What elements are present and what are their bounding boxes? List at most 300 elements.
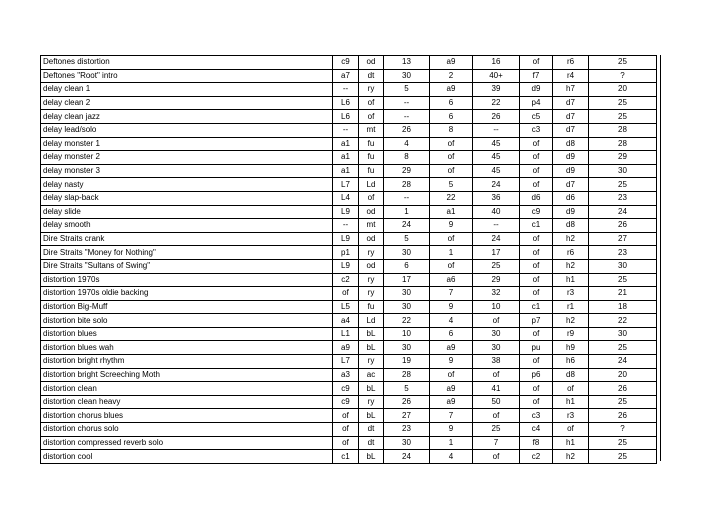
value-cell-2: Ld bbox=[359, 178, 384, 192]
value-cell-4: 22 bbox=[430, 191, 473, 205]
value-cell-4: a9 bbox=[430, 341, 473, 355]
preset-name-cell: Deftones distortion bbox=[41, 56, 333, 70]
value-cell-6: c5 bbox=[520, 110, 553, 124]
value-cell-3: 6 bbox=[384, 259, 430, 273]
value-cell-6: of bbox=[520, 178, 553, 192]
value-cell-8: 25 bbox=[589, 96, 657, 110]
value-cell-7: d8 bbox=[553, 219, 589, 233]
value-cell-7: h1 bbox=[553, 436, 589, 450]
value-cell-6: of bbox=[520, 287, 553, 301]
value-cell-7: r1 bbox=[553, 300, 589, 314]
value-cell-3: 26 bbox=[384, 395, 430, 409]
value-cell-8: 26 bbox=[589, 409, 657, 423]
value-cell-4: of bbox=[430, 259, 473, 273]
table-row bbox=[41, 395, 657, 409]
value-cell-1: of bbox=[333, 423, 359, 437]
value-cell-5: 39 bbox=[473, 83, 520, 97]
value-cell-1: L1 bbox=[333, 327, 359, 341]
value-cell-1: -- bbox=[333, 219, 359, 233]
value-cell-5: 30 bbox=[473, 341, 520, 355]
preset-name-cell: delay lead/solo bbox=[41, 123, 333, 137]
value-cell-8: 26 bbox=[589, 219, 657, 233]
preset-name-cell: distortion 1970s bbox=[41, 273, 333, 287]
value-cell-1: c9 bbox=[333, 382, 359, 396]
table-row bbox=[41, 409, 657, 423]
value-cell-8: 24 bbox=[589, 205, 657, 219]
value-cell-2: ac bbox=[359, 368, 384, 382]
preset-name-cell: distortion blues bbox=[41, 327, 333, 341]
value-cell-2: of bbox=[359, 191, 384, 205]
value-cell-7: r6 bbox=[553, 56, 589, 70]
value-cell-2: od bbox=[359, 232, 384, 246]
value-cell-5: 40 bbox=[473, 205, 520, 219]
value-cell-2: ry bbox=[359, 246, 384, 260]
value-cell-3: -- bbox=[384, 110, 430, 124]
table-row bbox=[41, 259, 657, 273]
value-cell-2: bL bbox=[359, 382, 384, 396]
value-cell-3: 30 bbox=[384, 287, 430, 301]
value-cell-8: ? bbox=[589, 69, 657, 83]
value-cell-6: of bbox=[520, 395, 553, 409]
value-cell-3: 13 bbox=[384, 56, 430, 70]
table-row bbox=[41, 382, 657, 396]
table-row bbox=[41, 423, 657, 437]
value-cell-7: d9 bbox=[553, 151, 589, 165]
value-cell-3: 27 bbox=[384, 409, 430, 423]
value-cell-8: 18 bbox=[589, 300, 657, 314]
value-cell-4: a9 bbox=[430, 83, 473, 97]
value-cell-8: 26 bbox=[589, 382, 657, 396]
value-cell-7: r3 bbox=[553, 409, 589, 423]
value-cell-4: a9 bbox=[430, 395, 473, 409]
value-cell-8: 25 bbox=[589, 110, 657, 124]
preset-name-cell: distortion compressed reverb solo bbox=[41, 436, 333, 450]
value-cell-7: r4 bbox=[553, 69, 589, 83]
value-cell-2: of bbox=[359, 110, 384, 124]
value-cell-5: 24 bbox=[473, 232, 520, 246]
value-cell-6: of bbox=[520, 273, 553, 287]
value-cell-4: of bbox=[430, 164, 473, 178]
value-cell-3: 8 bbox=[384, 151, 430, 165]
value-cell-6: of bbox=[520, 259, 553, 273]
value-cell-4: 8 bbox=[430, 123, 473, 137]
value-cell-4: 9 bbox=[430, 355, 473, 369]
value-cell-7: h1 bbox=[553, 273, 589, 287]
value-cell-1: L7 bbox=[333, 355, 359, 369]
value-cell-3: 10 bbox=[384, 327, 430, 341]
value-cell-2: fu bbox=[359, 164, 384, 178]
preset-name-cell: distortion 1970s oldie backing bbox=[41, 287, 333, 301]
value-cell-6: of bbox=[520, 151, 553, 165]
value-cell-7: h2 bbox=[553, 314, 589, 328]
value-cell-4: 9 bbox=[430, 423, 473, 437]
value-cell-8: 25 bbox=[589, 395, 657, 409]
value-cell-8: 29 bbox=[589, 151, 657, 165]
value-cell-8: 30 bbox=[589, 327, 657, 341]
value-cell-1: a9 bbox=[333, 341, 359, 355]
table-row bbox=[41, 110, 657, 124]
value-cell-3: 30 bbox=[384, 436, 430, 450]
table-row bbox=[41, 341, 657, 355]
preset-name-cell: distortion Big-Muff bbox=[41, 300, 333, 314]
value-cell-5: 40+ bbox=[473, 69, 520, 83]
table-row bbox=[41, 191, 657, 205]
value-cell-1: c9 bbox=[333, 56, 359, 70]
value-cell-1: c9 bbox=[333, 395, 359, 409]
value-cell-4: 9 bbox=[430, 219, 473, 233]
preset-table-body bbox=[41, 56, 657, 464]
value-cell-3: 19 bbox=[384, 355, 430, 369]
value-cell-3: 30 bbox=[384, 341, 430, 355]
value-cell-6: c1 bbox=[520, 219, 553, 233]
value-cell-5: 26 bbox=[473, 110, 520, 124]
value-cell-5: 38 bbox=[473, 355, 520, 369]
value-cell-4: a6 bbox=[430, 273, 473, 287]
table-row bbox=[41, 287, 657, 301]
value-cell-3: 1 bbox=[384, 205, 430, 219]
value-cell-3: 28 bbox=[384, 368, 430, 382]
value-cell-2: Ld bbox=[359, 314, 384, 328]
value-cell-5: of bbox=[473, 368, 520, 382]
value-cell-6: of bbox=[520, 232, 553, 246]
value-cell-1: L9 bbox=[333, 259, 359, 273]
value-cell-2: ry bbox=[359, 273, 384, 287]
value-cell-3: 24 bbox=[384, 450, 430, 464]
value-cell-2: of bbox=[359, 96, 384, 110]
value-cell-8: 21 bbox=[589, 287, 657, 301]
value-cell-2: fu bbox=[359, 151, 384, 165]
value-cell-8: 25 bbox=[589, 273, 657, 287]
value-cell-6: p6 bbox=[520, 368, 553, 382]
value-cell-3: 26 bbox=[384, 123, 430, 137]
value-cell-2: ry bbox=[359, 83, 384, 97]
table-right-border bbox=[656, 55, 661, 461]
value-cell-2: bL bbox=[359, 409, 384, 423]
value-cell-8: 25 bbox=[589, 341, 657, 355]
value-cell-1: L5 bbox=[333, 300, 359, 314]
value-cell-5: 32 bbox=[473, 287, 520, 301]
preset-name-cell: distortion blues wah bbox=[41, 341, 333, 355]
value-cell-6: of bbox=[520, 246, 553, 260]
value-cell-5: 30 bbox=[473, 327, 520, 341]
value-cell-8: ? bbox=[589, 423, 657, 437]
value-cell-2: od bbox=[359, 205, 384, 219]
value-cell-6: c3 bbox=[520, 123, 553, 137]
value-cell-3: 30 bbox=[384, 246, 430, 260]
value-cell-7: d7 bbox=[553, 178, 589, 192]
value-cell-4: of bbox=[430, 368, 473, 382]
value-cell-5: 17 bbox=[473, 246, 520, 260]
value-cell-7: h2 bbox=[553, 232, 589, 246]
value-cell-6: of bbox=[520, 137, 553, 151]
value-cell-7: d8 bbox=[553, 368, 589, 382]
value-cell-7: d7 bbox=[553, 96, 589, 110]
value-cell-6: f7 bbox=[520, 69, 553, 83]
preset-name-cell: delay clean jazz bbox=[41, 110, 333, 124]
table-row bbox=[41, 300, 657, 314]
table-row bbox=[41, 355, 657, 369]
table-row bbox=[41, 232, 657, 246]
table-row bbox=[41, 219, 657, 233]
value-cell-3: -- bbox=[384, 191, 430, 205]
table-row bbox=[41, 327, 657, 341]
value-cell-7: h6 bbox=[553, 355, 589, 369]
value-cell-1: of bbox=[333, 287, 359, 301]
value-cell-3: 5 bbox=[384, 382, 430, 396]
value-cell-2: od bbox=[359, 259, 384, 273]
table-row bbox=[41, 151, 657, 165]
value-cell-5: -- bbox=[473, 219, 520, 233]
value-cell-3: -- bbox=[384, 96, 430, 110]
value-cell-1: p1 bbox=[333, 246, 359, 260]
value-cell-6: c3 bbox=[520, 409, 553, 423]
table-row bbox=[41, 314, 657, 328]
value-cell-5: 45 bbox=[473, 151, 520, 165]
preset-name-cell: distortion bright rhythm bbox=[41, 355, 333, 369]
preset-name-cell: delay slide bbox=[41, 205, 333, 219]
value-cell-4: 2 bbox=[430, 69, 473, 83]
preset-name-cell: distortion chorus blues bbox=[41, 409, 333, 423]
value-cell-4: 5 bbox=[430, 178, 473, 192]
value-cell-6: of bbox=[520, 56, 553, 70]
value-cell-2: bL bbox=[359, 450, 384, 464]
value-cell-4: 1 bbox=[430, 436, 473, 450]
table-row bbox=[41, 205, 657, 219]
value-cell-7: d7 bbox=[553, 110, 589, 124]
value-cell-4: a9 bbox=[430, 56, 473, 70]
value-cell-3: 17 bbox=[384, 273, 430, 287]
preset-name-cell: delay slap-back bbox=[41, 191, 333, 205]
preset-name-cell: distortion bright Screeching Moth bbox=[41, 368, 333, 382]
value-cell-6: pu bbox=[520, 341, 553, 355]
value-cell-5: 36 bbox=[473, 191, 520, 205]
value-cell-3: 4 bbox=[384, 137, 430, 151]
value-cell-1: of bbox=[333, 409, 359, 423]
value-cell-3: 5 bbox=[384, 83, 430, 97]
value-cell-6: c9 bbox=[520, 205, 553, 219]
table-row bbox=[41, 96, 657, 110]
value-cell-4: 7 bbox=[430, 409, 473, 423]
value-cell-6: p7 bbox=[520, 314, 553, 328]
preset-name-cell: delay monster 2 bbox=[41, 151, 333, 165]
value-cell-7: r9 bbox=[553, 327, 589, 341]
preset-name-cell: delay nasty bbox=[41, 178, 333, 192]
table-row bbox=[41, 83, 657, 97]
value-cell-2: dt bbox=[359, 69, 384, 83]
value-cell-6: c1 bbox=[520, 300, 553, 314]
value-cell-4: 1 bbox=[430, 246, 473, 260]
value-cell-4: 6 bbox=[430, 110, 473, 124]
value-cell-4: 4 bbox=[430, 314, 473, 328]
value-cell-5: 45 bbox=[473, 137, 520, 151]
table-row bbox=[41, 368, 657, 382]
value-cell-1: a1 bbox=[333, 164, 359, 178]
value-cell-4: of bbox=[430, 151, 473, 165]
value-cell-2: bL bbox=[359, 327, 384, 341]
value-cell-1: L6 bbox=[333, 96, 359, 110]
preset-name-cell: delay monster 1 bbox=[41, 137, 333, 151]
value-cell-8: 22 bbox=[589, 314, 657, 328]
value-cell-3: 29 bbox=[384, 164, 430, 178]
value-cell-5: 16 bbox=[473, 56, 520, 70]
value-cell-5: 50 bbox=[473, 395, 520, 409]
value-cell-8: 30 bbox=[589, 164, 657, 178]
value-cell-4: 6 bbox=[430, 96, 473, 110]
value-cell-1: a1 bbox=[333, 137, 359, 151]
value-cell-7: h9 bbox=[553, 341, 589, 355]
value-cell-7: h2 bbox=[553, 259, 589, 273]
value-cell-1: L7 bbox=[333, 178, 359, 192]
value-cell-5: 41 bbox=[473, 382, 520, 396]
value-cell-1: a1 bbox=[333, 151, 359, 165]
value-cell-2: ry bbox=[359, 395, 384, 409]
value-cell-8: 20 bbox=[589, 368, 657, 382]
value-cell-1: -- bbox=[333, 123, 359, 137]
value-cell-4: of bbox=[430, 232, 473, 246]
value-cell-8: 25 bbox=[589, 56, 657, 70]
preset-name-cell: delay clean 1 bbox=[41, 83, 333, 97]
value-cell-1: L9 bbox=[333, 205, 359, 219]
value-cell-1: c1 bbox=[333, 450, 359, 464]
value-cell-7: h7 bbox=[553, 83, 589, 97]
value-cell-2: dt bbox=[359, 423, 384, 437]
preset-table bbox=[40, 55, 657, 464]
value-cell-6: of bbox=[520, 164, 553, 178]
value-cell-3: 23 bbox=[384, 423, 430, 437]
value-cell-6: of bbox=[520, 327, 553, 341]
table-row bbox=[41, 56, 657, 70]
value-cell-7: h1 bbox=[553, 395, 589, 409]
value-cell-8: 23 bbox=[589, 191, 657, 205]
value-cell-6: of bbox=[520, 355, 553, 369]
value-cell-5: 29 bbox=[473, 273, 520, 287]
value-cell-7: r3 bbox=[553, 287, 589, 301]
preset-name-cell: Deftones "Root" intro bbox=[41, 69, 333, 83]
value-cell-5: 10 bbox=[473, 300, 520, 314]
value-cell-5: of bbox=[473, 409, 520, 423]
value-cell-3: 30 bbox=[384, 69, 430, 83]
value-cell-7: d8 bbox=[553, 137, 589, 151]
preset-name-cell: delay smooth bbox=[41, 219, 333, 233]
preset-name-cell: Dire Straits "Sultans of Swing" bbox=[41, 259, 333, 273]
value-cell-1: a4 bbox=[333, 314, 359, 328]
value-cell-6: c4 bbox=[520, 423, 553, 437]
value-cell-5: of bbox=[473, 450, 520, 464]
value-cell-6: p4 bbox=[520, 96, 553, 110]
value-cell-7: d6 bbox=[553, 191, 589, 205]
value-cell-1: L4 bbox=[333, 191, 359, 205]
value-cell-7: of bbox=[553, 423, 589, 437]
table-row bbox=[41, 69, 657, 83]
preset-name-cell: delay monster 3 bbox=[41, 164, 333, 178]
table-row bbox=[41, 450, 657, 464]
value-cell-6: c2 bbox=[520, 450, 553, 464]
value-cell-8: 25 bbox=[589, 178, 657, 192]
value-cell-8: 28 bbox=[589, 137, 657, 151]
preset-name-cell: distortion clean bbox=[41, 382, 333, 396]
value-cell-5: 22 bbox=[473, 96, 520, 110]
value-cell-5: 45 bbox=[473, 164, 520, 178]
value-cell-3: 24 bbox=[384, 219, 430, 233]
value-cell-8: 25 bbox=[589, 436, 657, 450]
value-cell-5: 7 bbox=[473, 436, 520, 450]
value-cell-1: a3 bbox=[333, 368, 359, 382]
value-cell-5: -- bbox=[473, 123, 520, 137]
value-cell-7: of bbox=[553, 382, 589, 396]
value-cell-4: of bbox=[430, 137, 473, 151]
value-cell-4: 6 bbox=[430, 327, 473, 341]
value-cell-2: mt bbox=[359, 123, 384, 137]
value-cell-2: fu bbox=[359, 300, 384, 314]
value-cell-4: a9 bbox=[430, 382, 473, 396]
value-cell-1: L9 bbox=[333, 232, 359, 246]
value-cell-4: 7 bbox=[430, 287, 473, 301]
value-cell-4: 4 bbox=[430, 450, 473, 464]
value-cell-6: d9 bbox=[520, 83, 553, 97]
value-cell-1: L6 bbox=[333, 110, 359, 124]
preset-name-cell: distortion clean heavy bbox=[41, 395, 333, 409]
value-cell-4: 9 bbox=[430, 300, 473, 314]
preset-name-cell: distortion cool bbox=[41, 450, 333, 464]
value-cell-8: 27 bbox=[589, 232, 657, 246]
value-cell-8: 28 bbox=[589, 123, 657, 137]
value-cell-4: a1 bbox=[430, 205, 473, 219]
value-cell-1: -- bbox=[333, 83, 359, 97]
table-row bbox=[41, 436, 657, 450]
value-cell-3: 30 bbox=[384, 300, 430, 314]
table-row bbox=[41, 164, 657, 178]
value-cell-1: of bbox=[333, 436, 359, 450]
value-cell-6: of bbox=[520, 382, 553, 396]
value-cell-3: 5 bbox=[384, 232, 430, 246]
value-cell-5: of bbox=[473, 314, 520, 328]
value-cell-7: d7 bbox=[553, 123, 589, 137]
value-cell-2: ry bbox=[359, 355, 384, 369]
value-cell-2: ry bbox=[359, 287, 384, 301]
table-row bbox=[41, 123, 657, 137]
value-cell-2: fu bbox=[359, 137, 384, 151]
table-row bbox=[41, 246, 657, 260]
value-cell-8: 23 bbox=[589, 246, 657, 260]
value-cell-1: c2 bbox=[333, 273, 359, 287]
value-cell-3: 28 bbox=[384, 178, 430, 192]
value-cell-7: r6 bbox=[553, 246, 589, 260]
value-cell-5: 25 bbox=[473, 259, 520, 273]
value-cell-5: 24 bbox=[473, 178, 520, 192]
value-cell-2: bL bbox=[359, 341, 384, 355]
value-cell-2: od bbox=[359, 56, 384, 70]
value-cell-6: f8 bbox=[520, 436, 553, 450]
value-cell-7: d9 bbox=[553, 205, 589, 219]
preset-name-cell: Dire Straits crank bbox=[41, 232, 333, 246]
value-cell-5: 25 bbox=[473, 423, 520, 437]
preset-name-cell: delay clean 2 bbox=[41, 96, 333, 110]
value-cell-1: a7 bbox=[333, 69, 359, 83]
table-row bbox=[41, 273, 657, 287]
value-cell-6: d6 bbox=[520, 191, 553, 205]
value-cell-7: h2 bbox=[553, 450, 589, 464]
preset-name-cell: distortion bite solo bbox=[41, 314, 333, 328]
value-cell-8: 24 bbox=[589, 355, 657, 369]
table-row bbox=[41, 178, 657, 192]
value-cell-2: dt bbox=[359, 436, 384, 450]
value-cell-3: 22 bbox=[384, 314, 430, 328]
table-row bbox=[41, 137, 657, 151]
value-cell-8: 30 bbox=[589, 259, 657, 273]
value-cell-2: mt bbox=[359, 219, 384, 233]
preset-name-cell: distortion chorus solo bbox=[41, 423, 333, 437]
value-cell-8: 25 bbox=[589, 450, 657, 464]
